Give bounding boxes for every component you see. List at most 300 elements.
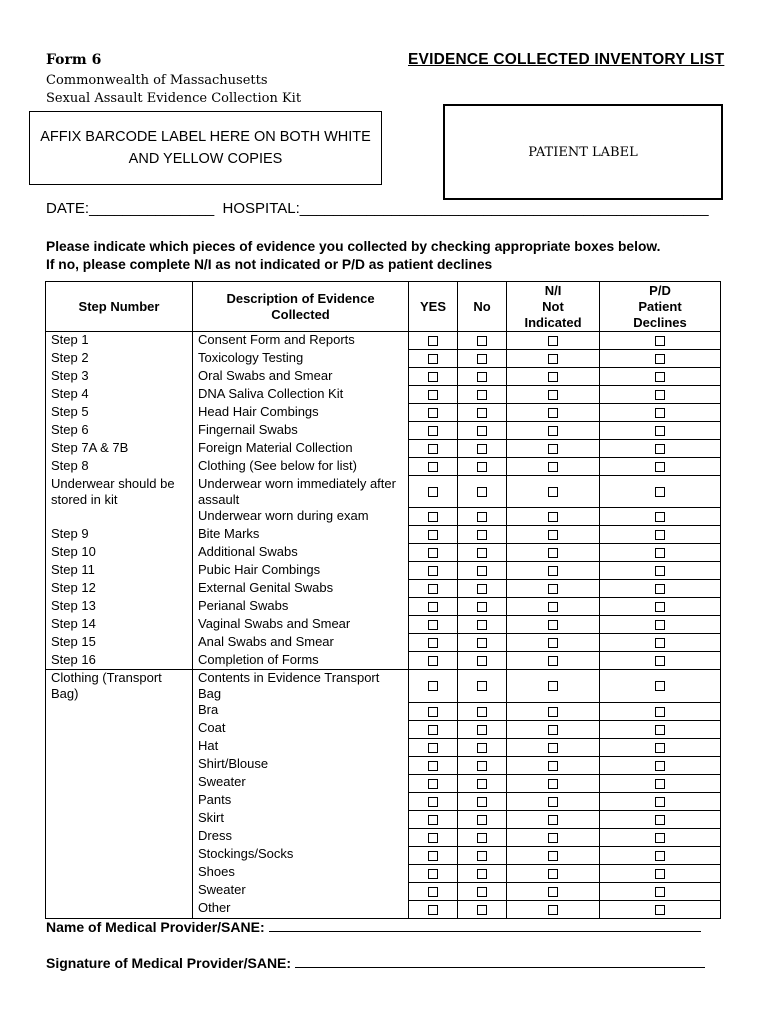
table-row <box>46 598 721 616</box>
description-cell: Contents in Evidence Transport Bag <box>193 670 409 703</box>
yes-cell <box>409 900 458 918</box>
no-checkbox[interactable] <box>477 797 487 807</box>
not-indicated-cell <box>507 440 600 458</box>
patient-declines-cell <box>600 458 721 476</box>
yes-cell <box>409 526 458 544</box>
patient-declines-checkbox[interactable] <box>655 851 665 861</box>
description-cell: Pubic Hair Combings <box>193 562 409 580</box>
no-checkbox[interactable] <box>477 869 487 879</box>
header-no: No <box>458 282 507 332</box>
patient-declines-cell <box>600 670 721 703</box>
not-indicated-checkbox[interactable] <box>548 487 558 497</box>
no-checkbox[interactable] <box>477 851 487 861</box>
no-cell <box>458 476 507 508</box>
yes-cell <box>409 652 458 670</box>
description-cell: Stockings/Socks <box>193 846 409 864</box>
patient-declines-checkbox[interactable] <box>655 462 665 472</box>
step-cell: Step 10 <box>46 544 193 562</box>
not-indicated-cell <box>507 616 600 634</box>
hospital-field[interactable]: _________________________________________________ <box>299 200 709 217</box>
not-indicated-cell <box>507 738 600 756</box>
description-cell: Anal Swabs and Smear <box>193 634 409 652</box>
not-indicated-checkbox[interactable] <box>548 797 558 807</box>
step-cell <box>46 508 193 526</box>
no-checkbox[interactable] <box>477 779 487 789</box>
yes-cell <box>409 476 458 508</box>
not-indicated-cell <box>507 864 600 882</box>
yes-cell <box>409 508 458 526</box>
patient-declines-cell <box>600 810 721 828</box>
patient-declines-checkbox[interactable] <box>655 707 665 717</box>
step-cell: Clothing (Transport Bag) <box>46 670 193 703</box>
not-indicated-checkbox[interactable] <box>548 408 558 418</box>
no-checkbox[interactable] <box>477 620 487 630</box>
yes-cell <box>409 846 458 864</box>
no-checkbox[interactable] <box>477 725 487 735</box>
not-indicated-cell <box>507 422 600 440</box>
no-cell <box>458 616 507 634</box>
yes-checkbox[interactable] <box>428 707 438 717</box>
provider-name-field[interactable] <box>269 917 701 932</box>
yes-cell <box>409 598 458 616</box>
yes-cell <box>409 350 458 368</box>
patient-declines-cell <box>600 616 721 634</box>
not-indicated-cell <box>507 544 600 562</box>
not-indicated-checkbox[interactable] <box>548 354 558 364</box>
description-cell: Clothing (See below for list) <box>193 458 409 476</box>
yes-checkbox[interactable] <box>428 584 438 594</box>
yes-cell <box>409 720 458 738</box>
not-indicated-checkbox[interactable] <box>548 869 558 879</box>
description-cell: Sweater <box>193 774 409 792</box>
patient-declines-checkbox[interactable] <box>655 779 665 789</box>
table-row <box>46 846 721 864</box>
no-cell <box>458 350 507 368</box>
date-field[interactable]: _______________ <box>89 200 215 217</box>
page-title: EVIDENCE COLLECTED INVENTORY LIST <box>408 51 725 68</box>
step-cell: Underwear should be stored in kit <box>46 476 193 508</box>
step-cell: Step 3 <box>46 368 193 386</box>
not-indicated-cell <box>507 702 600 720</box>
patient-declines-checkbox[interactable] <box>655 408 665 418</box>
patient-declines-checkbox[interactable] <box>655 426 665 436</box>
no-cell <box>458 368 507 386</box>
yes-checkbox[interactable] <box>428 408 438 418</box>
no-checkbox[interactable] <box>477 681 487 691</box>
yes-cell <box>409 756 458 774</box>
not-indicated-checkbox[interactable] <box>548 462 558 472</box>
organization-line-1: Commonwealth of Massachusetts <box>46 73 268 88</box>
no-checkbox[interactable] <box>477 815 487 825</box>
patient-declines-cell <box>600 774 721 792</box>
not-indicated-checkbox[interactable] <box>548 833 558 843</box>
table-row <box>46 900 721 918</box>
description-cell: Hat <box>193 738 409 756</box>
yes-cell <box>409 882 458 900</box>
table-row <box>46 476 721 508</box>
patient-declines-checkbox[interactable] <box>655 390 665 400</box>
organization-line-2: Sexual Assault Evidence Collection Kit <box>46 91 302 106</box>
yes-checkbox[interactable] <box>428 487 438 497</box>
yes-cell <box>409 580 458 598</box>
not-indicated-checkbox[interactable] <box>548 656 558 666</box>
barcode-instruction-line-1: AFFIX BARCODE LABEL HERE ON BOTH WHITE <box>40 129 371 145</box>
yes-cell <box>409 774 458 792</box>
yes-checkbox[interactable] <box>428 779 438 789</box>
not-indicated-checkbox[interactable] <box>548 426 558 436</box>
description-cell: Head Hair Combings <box>193 404 409 422</box>
description-cell: Shoes <box>193 864 409 882</box>
step-cell: Step 12 <box>46 580 193 598</box>
header-yes: YES <box>409 282 458 332</box>
patient-declines-checkbox[interactable] <box>655 372 665 382</box>
table-row <box>46 828 721 846</box>
step-cell: Step 8 <box>46 458 193 476</box>
no-checkbox[interactable] <box>477 512 487 522</box>
not-indicated-cell <box>507 652 600 670</box>
patient-declines-cell <box>600 526 721 544</box>
not-indicated-cell <box>507 526 600 544</box>
step-cell <box>46 846 193 864</box>
not-indicated-checkbox[interactable] <box>548 681 558 691</box>
patient-declines-checkbox[interactable] <box>655 725 665 735</box>
patient-declines-cell <box>600 422 721 440</box>
no-checkbox[interactable] <box>477 761 487 771</box>
not-indicated-checkbox[interactable] <box>548 851 558 861</box>
yes-checkbox[interactable] <box>428 815 438 825</box>
table-row <box>46 422 721 440</box>
yes-checkbox[interactable] <box>428 761 438 771</box>
patient-declines-checkbox[interactable] <box>655 566 665 576</box>
not-indicated-checkbox[interactable] <box>548 444 558 454</box>
not-indicated-checkbox[interactable] <box>548 390 558 400</box>
step-cell <box>46 864 193 882</box>
yes-checkbox[interactable] <box>428 851 438 861</box>
table-row <box>46 508 721 526</box>
patient-declines-cell <box>600 404 721 422</box>
not-indicated-cell <box>507 828 600 846</box>
no-checkbox[interactable] <box>477 390 487 400</box>
patient-declines-cell <box>600 720 721 738</box>
no-checkbox[interactable] <box>477 743 487 753</box>
patient-declines-checkbox[interactable] <box>655 656 665 666</box>
no-checkbox[interactable] <box>477 426 487 436</box>
yes-checkbox[interactable] <box>428 566 438 576</box>
not-indicated-cell <box>507 386 600 404</box>
step-cell: Step 9 <box>46 526 193 544</box>
step-cell <box>46 756 193 774</box>
yes-cell <box>409 458 458 476</box>
no-checkbox[interactable] <box>477 656 487 666</box>
no-cell <box>458 756 507 774</box>
no-cell <box>458 900 507 918</box>
patient-declines-checkbox[interactable] <box>655 797 665 807</box>
table-row <box>46 864 721 882</box>
yes-checkbox[interactable] <box>428 548 438 558</box>
no-cell <box>458 846 507 864</box>
no-cell <box>458 634 507 652</box>
not-indicated-checkbox[interactable] <box>548 372 558 382</box>
table-row <box>46 652 721 670</box>
not-indicated-checkbox[interactable] <box>548 336 558 346</box>
patient-declines-checkbox[interactable] <box>655 530 665 540</box>
no-checkbox[interactable] <box>477 584 487 594</box>
yes-checkbox[interactable] <box>428 833 438 843</box>
hospital-label: HOSPITAL: <box>222 200 300 217</box>
yes-checkbox[interactable] <box>428 372 438 382</box>
not-indicated-checkbox[interactable] <box>548 743 558 753</box>
not-indicated-cell <box>507 598 600 616</box>
step-cell <box>46 900 193 918</box>
no-cell <box>458 774 507 792</box>
patient-declines-checkbox[interactable] <box>655 512 665 522</box>
description-cell: Additional Swabs <box>193 544 409 562</box>
description-cell: Consent Form and Reports <box>193 332 409 350</box>
yes-checkbox[interactable] <box>428 743 438 753</box>
no-checkbox[interactable] <box>477 887 487 897</box>
table-row <box>46 544 721 562</box>
step-cell: Step 16 <box>46 652 193 670</box>
no-checkbox[interactable] <box>477 408 487 418</box>
step-cell: Step 7A & 7B <box>46 440 193 458</box>
no-cell <box>458 792 507 810</box>
description-cell: Foreign Material Collection <box>193 440 409 458</box>
no-checkbox[interactable] <box>477 707 487 717</box>
no-checkbox[interactable] <box>477 548 487 558</box>
date-hospital-line <box>46 200 709 217</box>
table-row <box>46 580 721 598</box>
description-cell: Dress <box>193 828 409 846</box>
table-row <box>46 616 721 634</box>
no-cell <box>458 580 507 598</box>
description-cell: Skirt <box>193 810 409 828</box>
yes-checkbox[interactable] <box>428 620 438 630</box>
patient-declines-checkbox[interactable] <box>655 743 665 753</box>
description-cell: Underwear worn during exam <box>193 508 409 526</box>
no-checkbox[interactable] <box>477 444 487 454</box>
header-description: Description of Evidence Collected <box>193 282 409 332</box>
not-indicated-cell <box>507 404 600 422</box>
table-header-row <box>46 282 721 332</box>
no-cell <box>458 508 507 526</box>
yes-cell <box>409 440 458 458</box>
patient-declines-checkbox[interactable] <box>655 336 665 346</box>
no-checkbox[interactable] <box>477 602 487 612</box>
not-indicated-cell <box>507 350 600 368</box>
not-indicated-checkbox[interactable] <box>548 512 558 522</box>
provider-signature-label: Signature of Medical Provider/SANE: <box>46 955 292 971</box>
patient-declines-checkbox[interactable] <box>655 869 665 879</box>
not-indicated-checkbox[interactable] <box>548 815 558 825</box>
yes-cell <box>409 544 458 562</box>
not-indicated-cell <box>507 882 600 900</box>
no-cell <box>458 332 507 350</box>
yes-checkbox[interactable] <box>428 869 438 879</box>
not-indicated-checkbox[interactable] <box>548 905 558 915</box>
header-patient-declines: P/D Patient Declines <box>600 282 721 332</box>
not-indicated-cell <box>507 458 600 476</box>
not-indicated-checkbox[interactable] <box>548 548 558 558</box>
patient-declines-checkbox[interactable] <box>655 602 665 612</box>
patient-label-text: PATIENT LABEL <box>528 144 638 160</box>
description-cell: Perianal Swabs <box>193 598 409 616</box>
table-row <box>46 386 721 404</box>
yes-checkbox[interactable] <box>428 390 438 400</box>
not-indicated-checkbox[interactable] <box>548 725 558 735</box>
no-checkbox[interactable] <box>477 566 487 576</box>
no-checkbox[interactable] <box>477 336 487 346</box>
no-checkbox[interactable] <box>477 462 487 472</box>
yes-cell <box>409 562 458 580</box>
table-row <box>46 634 721 652</box>
yes-checkbox[interactable] <box>428 512 438 522</box>
not-indicated-checkbox[interactable] <box>548 779 558 789</box>
table-row <box>46 720 721 738</box>
yes-cell <box>409 332 458 350</box>
step-cell: Step 14 <box>46 616 193 634</box>
patient-declines-cell <box>600 756 721 774</box>
table-row <box>46 670 721 703</box>
step-cell: Step 6 <box>46 422 193 440</box>
patient-declines-checkbox[interactable] <box>655 354 665 364</box>
no-checkbox[interactable] <box>477 354 487 364</box>
not-indicated-checkbox[interactable] <box>548 584 558 594</box>
step-cell <box>46 702 193 720</box>
yes-cell <box>409 386 458 404</box>
patient-declines-checkbox[interactable] <box>655 815 665 825</box>
patient-label-box <box>443 104 723 200</box>
yes-checkbox[interactable] <box>428 681 438 691</box>
instructions-line-2: If no, please complete N/I as not indicated or P/D as patient declines <box>46 257 493 272</box>
yes-checkbox[interactable] <box>428 602 438 612</box>
yes-cell <box>409 368 458 386</box>
yes-checkbox[interactable] <box>428 656 438 666</box>
not-indicated-checkbox[interactable] <box>548 638 558 648</box>
not-indicated-checkbox[interactable] <box>548 566 558 576</box>
patient-declines-checkbox[interactable] <box>655 584 665 594</box>
yes-checkbox[interactable] <box>428 905 438 915</box>
patient-declines-cell <box>600 386 721 404</box>
not-indicated-cell <box>507 792 600 810</box>
step-cell <box>46 738 193 756</box>
no-cell <box>458 702 507 720</box>
instructions-line-1: Please indicate which pieces of evidence you collected by checking appropriate boxes below. <box>46 239 661 254</box>
no-cell <box>458 440 507 458</box>
patient-declines-checkbox[interactable] <box>655 444 665 454</box>
no-checkbox[interactable] <box>477 905 487 915</box>
barcode-instruction-line-2: AND YELLOW COPIES <box>128 151 283 167</box>
yes-cell <box>409 634 458 652</box>
no-checkbox[interactable] <box>477 638 487 648</box>
yes-checkbox[interactable] <box>428 725 438 735</box>
table-row <box>46 332 721 350</box>
no-cell <box>458 386 507 404</box>
yes-cell <box>409 422 458 440</box>
no-checkbox[interactable] <box>477 372 487 382</box>
patient-declines-cell <box>600 544 721 562</box>
yes-checkbox[interactable] <box>428 354 438 364</box>
patient-declines-cell <box>600 476 721 508</box>
yes-checkbox[interactable] <box>428 336 438 346</box>
not-indicated-checkbox[interactable] <box>548 761 558 771</box>
step-cell <box>46 720 193 738</box>
patient-declines-checkbox[interactable] <box>655 681 665 691</box>
yes-checkbox[interactable] <box>428 797 438 807</box>
table-row <box>46 562 721 580</box>
yes-checkbox[interactable] <box>428 638 438 648</box>
patient-declines-checkbox[interactable] <box>655 905 665 915</box>
no-cell <box>458 422 507 440</box>
description-cell: Shirt/Blouse <box>193 756 409 774</box>
patient-declines-checkbox[interactable] <box>655 548 665 558</box>
patient-declines-checkbox[interactable] <box>655 620 665 630</box>
no-cell <box>458 458 507 476</box>
no-cell <box>458 720 507 738</box>
patient-declines-cell <box>600 828 721 846</box>
no-cell <box>458 864 507 882</box>
patient-declines-checkbox[interactable] <box>655 833 665 843</box>
no-checkbox[interactable] <box>477 833 487 843</box>
table-row <box>46 458 721 476</box>
step-cell <box>46 828 193 846</box>
not-indicated-checkbox[interactable] <box>548 602 558 612</box>
yes-cell <box>409 670 458 703</box>
no-cell <box>458 562 507 580</box>
patient-declines-cell <box>600 332 721 350</box>
patient-declines-cell <box>600 634 721 652</box>
not-indicated-checkbox[interactable] <box>548 620 558 630</box>
patient-declines-cell <box>600 900 721 918</box>
patient-declines-cell <box>600 598 721 616</box>
no-checkbox[interactable] <box>477 530 487 540</box>
provider-signature-field[interactable] <box>295 953 705 968</box>
table-row <box>46 882 721 900</box>
not-indicated-cell <box>507 810 600 828</box>
no-checkbox[interactable] <box>477 487 487 497</box>
yes-checkbox[interactable] <box>428 887 438 897</box>
patient-declines-checkbox[interactable] <box>655 887 665 897</box>
patient-declines-checkbox[interactable] <box>655 638 665 648</box>
patient-declines-cell <box>600 368 721 386</box>
not-indicated-checkbox[interactable] <box>548 887 558 897</box>
table-row <box>46 526 721 544</box>
yes-cell <box>409 404 458 422</box>
yes-checkbox[interactable] <box>428 426 438 436</box>
step-cell: Step 4 <box>46 386 193 404</box>
not-indicated-checkbox[interactable] <box>548 707 558 717</box>
yes-checkbox[interactable] <box>428 530 438 540</box>
not-indicated-cell <box>507 846 600 864</box>
no-cell <box>458 810 507 828</box>
table-row <box>46 440 721 458</box>
yes-cell <box>409 738 458 756</box>
patient-declines-checkbox[interactable] <box>655 487 665 497</box>
no-cell <box>458 404 507 422</box>
patient-declines-checkbox[interactable] <box>655 761 665 771</box>
step-cell: Step 15 <box>46 634 193 652</box>
description-cell: Pants <box>193 792 409 810</box>
yes-checkbox[interactable] <box>428 444 438 454</box>
not-indicated-checkbox[interactable] <box>548 530 558 540</box>
not-indicated-cell <box>507 332 600 350</box>
description-cell: Toxicology Testing <box>193 350 409 368</box>
patient-declines-cell <box>600 792 721 810</box>
form-number: Form 6 <box>46 52 102 68</box>
patient-declines-cell <box>600 882 721 900</box>
patient-declines-cell <box>600 864 721 882</box>
no-cell <box>458 828 507 846</box>
yes-checkbox[interactable] <box>428 462 438 472</box>
